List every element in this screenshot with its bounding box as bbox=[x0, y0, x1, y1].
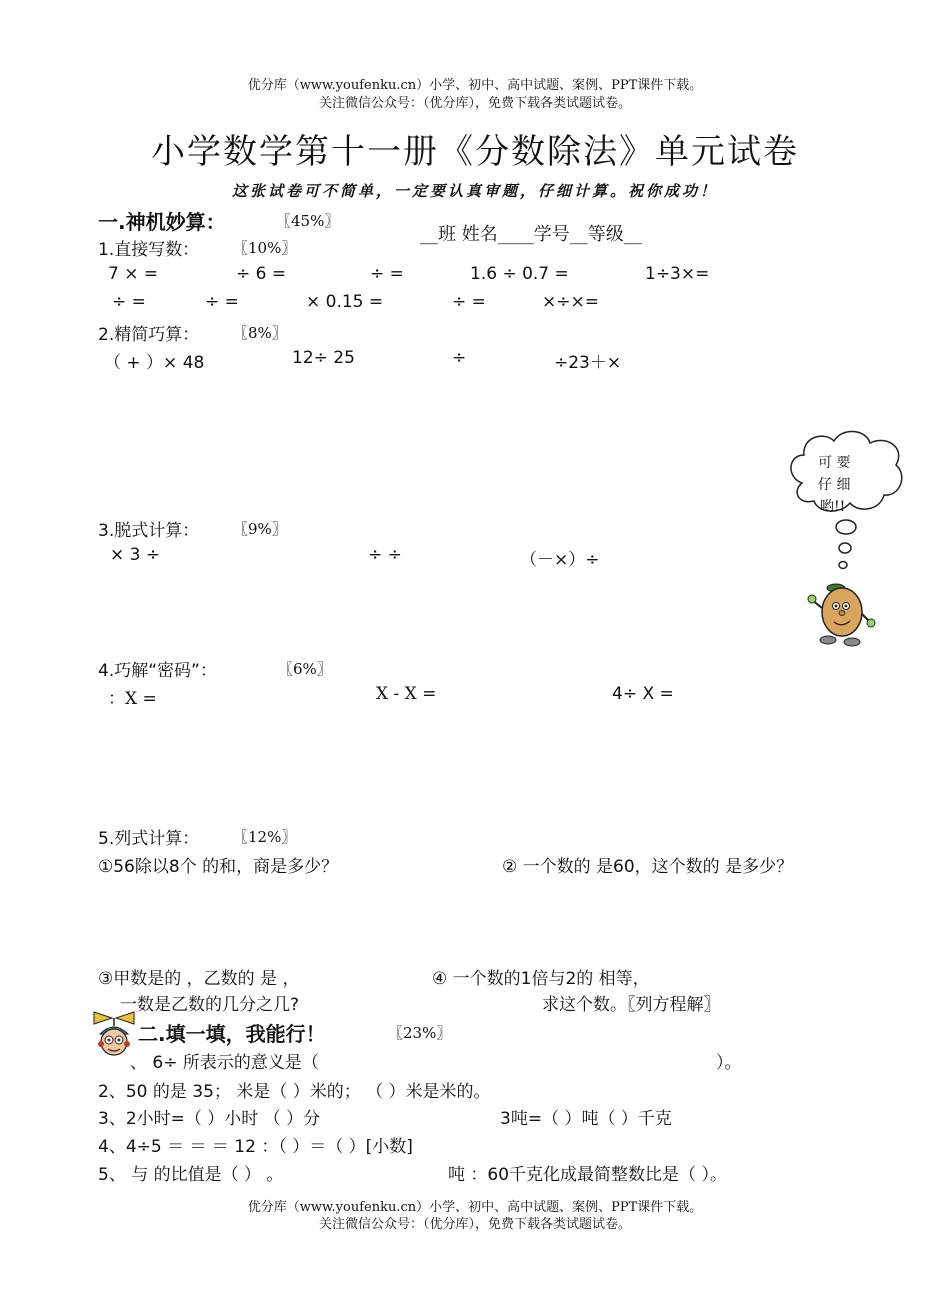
q1-r1-item: 1.6 ÷ 0.7 = bbox=[470, 264, 569, 284]
section-1-pct: 〖45%〗 bbox=[276, 212, 340, 230]
section-2-pct: 〖23%〗 bbox=[388, 1024, 452, 1042]
q5-problem-1: ①56除以8个 的和，商是多少？ bbox=[98, 857, 339, 877]
q5-problem-4b: 求这个数。〖列方程解〗 bbox=[542, 995, 721, 1015]
fill-line-2: 2、50 的是 35； 米是（ ）米的； （ ）米是米的。 bbox=[98, 1082, 491, 1102]
q2-item: ÷ bbox=[452, 348, 467, 368]
fill-line-1b: ）。 bbox=[716, 1053, 742, 1073]
q4-label: 4.巧解“密码”： bbox=[98, 661, 217, 681]
q5-problem-3a: ③甲数是的 ，乙数的 是 ， bbox=[98, 969, 300, 989]
header-line-2: 关注微信公众号：（优分库），免费下载各类试题试卷。 bbox=[318, 96, 631, 111]
q4-item: X - X = bbox=[376, 684, 437, 704]
q1-label: 1.直接写数： bbox=[98, 240, 200, 260]
cloud-text-line-2: 仔 细 bbox=[818, 477, 851, 493]
q1-r1-item: ÷ 6 = bbox=[236, 264, 287, 284]
footer-line-1: 优分库（www.youfenku.cn）小学、初中、高中试题、案例、PPT课件下载。 bbox=[247, 1200, 703, 1215]
potato-character-icon bbox=[806, 578, 878, 648]
q3-pct: 〖9%〗 bbox=[233, 520, 287, 538]
q5-label: 5.列式计算： bbox=[98, 829, 200, 849]
q1-r1-item: 7 × = bbox=[108, 264, 159, 284]
q1-r2-item: × 0.15 = bbox=[306, 292, 384, 312]
fill-line-1a: 、 6÷ 所表示的意义是（ bbox=[130, 1053, 319, 1073]
q3-item: × 3 ÷ bbox=[110, 545, 161, 565]
q5-pct: 〖12%〗 bbox=[233, 828, 297, 846]
page-title: 小学数学第十一册《分数除法》单元试卷 bbox=[151, 132, 799, 172]
q1-pct: 〖10%〗 bbox=[233, 239, 297, 257]
q2-item: 12÷ 25 bbox=[292, 348, 355, 368]
q4-pct: 〖6%〗 bbox=[278, 660, 332, 678]
q1-r2-item: ÷ = bbox=[205, 292, 239, 312]
q3-item: ÷ ÷ bbox=[368, 545, 402, 565]
cloud-text-line-3: 哟!! bbox=[820, 499, 846, 515]
q2-label: 2.精简巧算： bbox=[98, 325, 200, 345]
fill-line-3a: 3、2小时=（ ）小时 （ ）分 bbox=[98, 1109, 321, 1129]
q4-item: ：X = bbox=[108, 689, 157, 709]
fill-line-5a: 5、 与 的比值是（ ） 。 bbox=[98, 1165, 284, 1185]
fill-line-4: 4、4÷5 ＝ ＝ ＝ 12 ：（ ）＝（ ）[小数] bbox=[98, 1137, 413, 1157]
q2-pct: 〖8%〗 bbox=[233, 324, 287, 342]
q2-item: （ + ）× 48 bbox=[104, 353, 205, 373]
fill-line-5b: 吨 ：60千克化成最简整数比是（ ）。 bbox=[448, 1165, 727, 1185]
cloud-text-line-1: 可 要 bbox=[818, 455, 851, 471]
q4-item: 4÷ X = bbox=[612, 684, 674, 704]
q1-r2-item: ÷ = bbox=[452, 292, 486, 312]
q3-item: （－×）÷ bbox=[520, 550, 600, 570]
q2-item: ÷23＋× bbox=[554, 353, 622, 373]
q1-r1-item: 1÷3×= bbox=[645, 264, 710, 284]
q5-problem-3b: 一数是乙数的几分之几? bbox=[120, 995, 300, 1015]
q1-r2-item: ÷ = bbox=[112, 292, 146, 312]
q1-r2-item: ×÷×= bbox=[542, 292, 599, 312]
student-info: __班 姓名____学号__等级__ bbox=[420, 224, 642, 245]
q5-problem-2: ② 一个数的 是60，这个数的 是多少？ bbox=[502, 857, 794, 877]
motto: 这张试卷可不简单，一定要认真审题，仔细计算。祝你成功！ bbox=[231, 182, 718, 200]
header-line-1: 优分库（www.youfenku.cn）小学、初中、高中试题、案例、PPT课件下载。 bbox=[247, 78, 703, 93]
q5-problem-4a: ④ 一个数的1倍与2的 相等， bbox=[432, 969, 650, 989]
fill-line-3b: 3吨=（ ）吨（ ）千克 bbox=[500, 1109, 672, 1129]
q3-label: 3.脱式计算： bbox=[98, 521, 200, 541]
q1-r1-item: ÷ = bbox=[370, 264, 404, 284]
section-2-label: 二.填一填，我能行！ bbox=[138, 1022, 326, 1046]
section-1-label: 一.神机妙算： bbox=[98, 210, 226, 234]
footer-line-2: 关注微信公众号：（优分库），免费下载各类试题试卷。 bbox=[318, 1217, 631, 1232]
